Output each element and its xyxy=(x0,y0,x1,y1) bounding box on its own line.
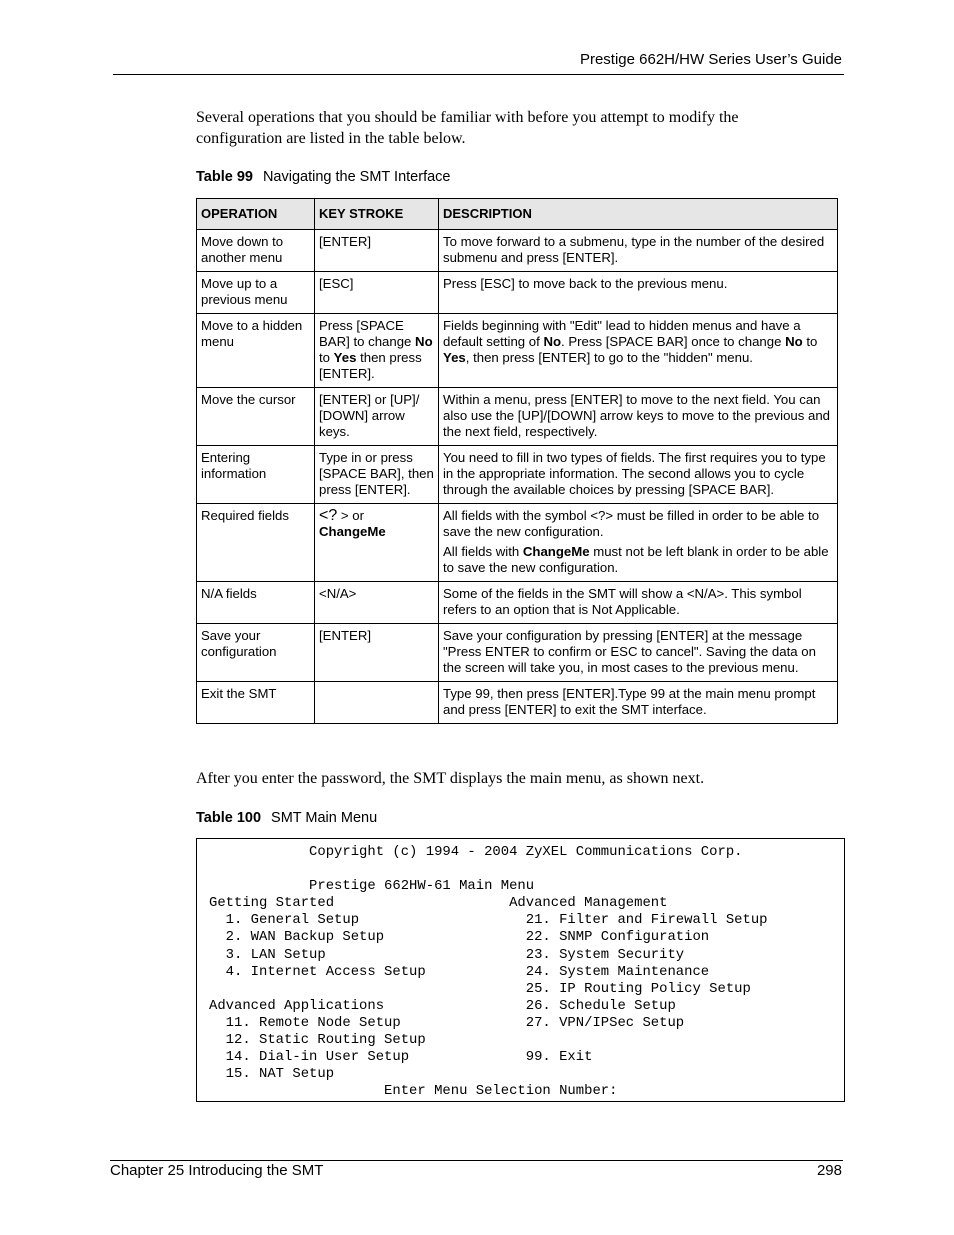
header-key-stroke: KEY STROKE xyxy=(315,199,439,230)
table-row xyxy=(197,388,838,446)
table-row xyxy=(197,230,838,272)
keystroke-cell xyxy=(315,504,439,582)
keystroke-cell: [ESC] xyxy=(315,272,439,314)
keystroke-cell xyxy=(315,314,439,388)
table-header-row xyxy=(197,199,838,230)
table99-title: Navigating the SMT Interface xyxy=(262,169,451,185)
keystroke-cell: <N/A> xyxy=(315,582,439,624)
operation-cell: N/A fields xyxy=(197,582,315,624)
header-rule xyxy=(113,74,844,75)
keystroke-cell: Type in or press [SPACE BAR], then press [ENTER]. xyxy=(315,446,439,504)
keystroke-text: then press [ENTER]. xyxy=(319,350,422,381)
table100-label: Table 100 xyxy=(196,810,262,826)
table-row xyxy=(197,504,838,582)
operation-cell: Exit the SMT xyxy=(197,682,315,724)
table-row xyxy=(197,272,838,314)
keystroke-cell xyxy=(315,682,439,724)
description-text: All fields with the symbol <?> must be filled in order to be able to save the new configuration. xyxy=(443,508,820,539)
table-row xyxy=(197,624,838,682)
keystroke-bold-no: No xyxy=(415,334,433,349)
keystroke-bold-changeme: ChangeMe xyxy=(319,524,386,539)
keystroke-cell: [ENTER] or [UP]/ [DOWN] arrow keys. xyxy=(315,388,439,446)
description-cell xyxy=(439,504,838,582)
table100-caption xyxy=(196,810,377,826)
table99-label: Table 99 xyxy=(196,169,253,185)
description-cell: You need to fill in two types of fields. The first requires you to type in the appropriate information. The second allows you to cycle through the available choices by pressing [SPACE BAR]. xyxy=(439,446,838,504)
description-cell: Within a menu, press [ENTER] to move to the next field. You can also use the [UP]/[DOWN] arrow keys to move to the previous and the next field, respectively. xyxy=(439,388,838,446)
after-paragraph: After you enter the password, the SMT displays the main menu, as shown next. xyxy=(196,770,705,787)
description-text: to xyxy=(802,334,818,349)
intro-paragraph: Several operations that you should be familiar with before you attempt to modify the configuration are listed in the table below. xyxy=(196,109,739,147)
table100-title: SMT Main Menu xyxy=(271,810,378,826)
operation-cell: Entering information xyxy=(197,446,315,504)
smt-main-menu-screen xyxy=(196,838,845,1102)
description-text: Fields beginning with "Edit" lead to hidden menus and have a default setting of xyxy=(443,318,801,349)
header-title: Prestige 662H/HW Series User’s Guide xyxy=(579,51,842,68)
keystroke-bold-yes: Yes xyxy=(333,350,357,365)
table-row xyxy=(197,314,838,388)
keystroke-text: Press [SPACE BAR] to change xyxy=(319,318,416,349)
operation-cell: Move the cursor xyxy=(197,388,315,446)
description-paragraph xyxy=(443,544,833,576)
keystroke-text: to xyxy=(319,350,334,365)
description-cell: Press [ESC] to move back to the previous menu. xyxy=(439,272,838,314)
table-row xyxy=(197,446,838,504)
description-text: . Press [SPACE BAR] once to change xyxy=(561,334,786,349)
keystroke-text: > or xyxy=(337,508,365,523)
operation-cell: Required fields xyxy=(197,504,315,582)
header-operation: OPERATION xyxy=(197,199,315,230)
table99-caption xyxy=(196,169,450,185)
description-text: must not be left blank in order to be able to save the new configuration. xyxy=(443,544,829,575)
description-bold-changeme: ChangeMe xyxy=(522,544,590,559)
description-cell xyxy=(439,314,838,388)
keystroke-symbol: <? xyxy=(319,507,338,524)
description-text: All fields with xyxy=(443,544,523,559)
description-text: , then press [ENTER] to go to the "hidden" menu. xyxy=(465,350,753,365)
header-description: DESCRIPTION xyxy=(439,199,838,230)
footer-rule xyxy=(110,1160,843,1161)
description-bold-no: No xyxy=(543,334,562,349)
description-cell: Type 99, then press [ENTER].Type 99 at the main menu prompt and press [ENTER] to exit the SMT interface. xyxy=(439,682,838,724)
table-row xyxy=(197,582,838,624)
footer-page-number: 298 xyxy=(816,1162,842,1179)
description-cell: Save your configuration by pressing [ENTER] at the message "Press ENTER to confirm or ESC to cancel". Saving the data on the screen will take you, in most cases to the previous menu. xyxy=(439,624,838,682)
description-cell: Some of the fields in the SMT will show a <N/A>. This symbol refers to an option that is Not Applicable. xyxy=(439,582,838,624)
footer-chapter: Chapter 25 Introducing the SMT xyxy=(110,1162,324,1179)
table-row xyxy=(197,682,838,724)
operation-cell: Save your configuration xyxy=(197,624,315,682)
description-cell: To move forward to a submenu, type in the number of the desired submenu and press [ENTER]. xyxy=(439,230,838,272)
operation-cell: Move to a hidden menu xyxy=(197,314,315,388)
operation-cell: Move down to another menu xyxy=(197,230,315,272)
keystroke-cell: [ENTER] xyxy=(315,624,439,682)
description-bold-yes: Yes xyxy=(443,350,466,365)
navigation-table xyxy=(196,198,838,724)
operation-cell: Move up to a previous menu xyxy=(197,272,315,314)
keystroke-cell: [ENTER] xyxy=(315,230,439,272)
smt-menu-text: Copyright (c) 1994 - 2004 ZyXEL Communications Corp. Prestige 662HW-61 Main Menu Getting Started Advanced Management 1. General Setup 21. Filter and Firewall Setup 2. WAN Backup Setup 22. SNMP Configuration 3. LAN Setup 23. System Security 4. Internet Access Setup 24. System Maintenance 25. IP Routing Policy Setup Advanced Applications 26. Schedule Setup 11. Remote Node Setup 27. VPN/IPSec Setup 12. Static Routing Setup 14. Dial-in User Setup 99. Exit 15. NAT Setup Enter Menu Selection Number: xyxy=(209,844,768,1100)
description-bold-no: No xyxy=(785,334,803,349)
